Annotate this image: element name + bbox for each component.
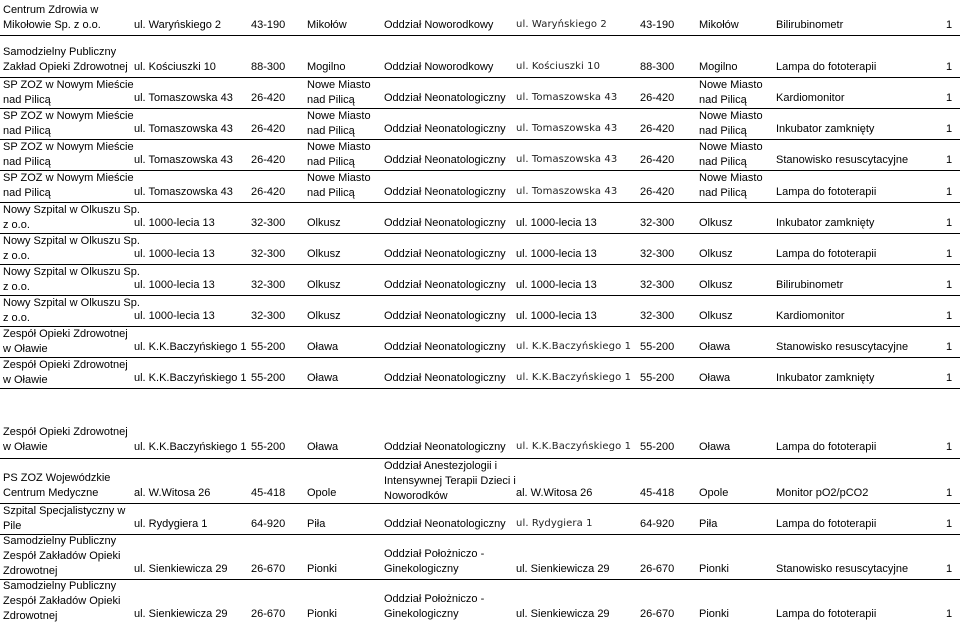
- cell-zip-2: 55-200: [640, 441, 675, 453]
- cell-city: Piła: [307, 518, 326, 530]
- cell-zip-2: 55-200: [640, 372, 675, 384]
- cell-street: al. W.Witosa 26: [134, 487, 211, 499]
- cell-device: Kardiomonitor: [776, 92, 845, 104]
- cell-institution: Zespół Opieki Zdrowotnej w Oławie: [3, 328, 128, 355]
- cell-city-2: Pionki: [699, 563, 729, 575]
- cell-street: ul. Rydygiera 1: [134, 518, 208, 530]
- cell-device: Lampa do fototerapii: [776, 608, 877, 620]
- cell-ward: Oddział Neonatologiczny: [384, 372, 506, 384]
- cell-ward: Oddział Neonatologiczny: [384, 92, 506, 104]
- cell-institution: Nowy Szpital w Olkuszu Sp. z o.o.: [3, 235, 140, 262]
- cell-street-2: ul. Sienkiewicza 29: [516, 608, 610, 620]
- cell-institution: Zespół Opieki Zdrowotnej w Oławie: [3, 426, 128, 453]
- table-row: [0, 295, 960, 327]
- cell-device: Lampa do fototerapii: [776, 61, 877, 73]
- table-row: [0, 170, 960, 203]
- cell-institution: Nowy Szpital w Olkuszu Sp. z o.o.: [3, 204, 140, 231]
- cell-institution: Centrum Zdrowia w Mikołowie Sp. z o.o.: [3, 4, 101, 31]
- cell-street-2: ul. 1000-lecia 13: [516, 217, 597, 229]
- cell-ward: Oddział Neonatologiczny: [384, 217, 506, 229]
- cell-street: ul. K.K.Baczyńskiego 1: [134, 372, 247, 384]
- cell-zip: 26-420: [251, 154, 286, 166]
- cell-zip-2: 26-670: [640, 608, 675, 620]
- cell-street: ul. Tomaszowska 43: [134, 123, 233, 135]
- cell-ward: Oddział Położniczo - Ginekologiczny: [384, 548, 485, 575]
- cell-ward: Oddział Anestezjologii i Intensywnej Terapii Dzieci i Noworodków: [384, 460, 516, 502]
- cell-institution: Samodzielny Publiczny Zespół Zakładów Opieki Zdrowotnej: [3, 580, 121, 622]
- cell-ward: Oddział Neonatologiczny: [384, 279, 506, 291]
- cell-street: ul. K.K.Baczyńskiego 1: [134, 441, 247, 453]
- cell-city-2: Nowe Miasto nad Pilicą: [699, 172, 763, 199]
- cell-street: ul. Kościuszki 10: [134, 61, 216, 73]
- cell-device: Kardiomonitor: [776, 310, 845, 322]
- cell-institution: SP ZOZ w Nowym Mieście nad Pilicą: [3, 110, 134, 137]
- cell-zip-2: 43-190: [640, 19, 675, 31]
- cell-ward: Oddział Noworodkowy: [384, 61, 494, 73]
- cell-device: Monitor pO2/pCO2: [776, 487, 869, 499]
- cell-city-2: Olkusz: [699, 217, 733, 229]
- cell-street-2: al. W.Witosa 26: [516, 487, 593, 499]
- cell-zip: 45-418: [251, 487, 286, 499]
- cell-quantity: 1: [946, 441, 953, 453]
- cell-device: Stanowisko resuscytacyjne: [776, 154, 909, 166]
- cell-device: Lampa do fototerapii: [776, 441, 877, 453]
- cell-device: Inkubator zamknięty: [776, 372, 875, 384]
- cell-zip-2: 26-420: [640, 186, 675, 198]
- cell-street: ul. Sienkiewicza 29: [134, 563, 228, 575]
- cell-street-2: ul. Tomaszowska 43: [516, 92, 618, 103]
- cell-zip-2: 26-670: [640, 563, 675, 575]
- cell-zip: 43-190: [251, 19, 286, 31]
- cell-zip-2: 55-200: [640, 341, 675, 353]
- cell-quantity: 1: [946, 186, 953, 198]
- cell-street: ul. 1000-lecia 13: [134, 279, 215, 291]
- cell-street-2: ul. K.K.Baczyńskiego 1: [516, 341, 632, 352]
- cell-city: Nowe Miasto nad Pilicą: [307, 172, 371, 199]
- cell-zip-2: 26-420: [640, 123, 675, 135]
- cell-city: Olkusz: [307, 310, 341, 322]
- table-row: [0, 503, 960, 535]
- cell-city-2: Opole: [699, 487, 729, 499]
- table-row: [0, 233, 960, 265]
- cell-device: Stanowisko resuscytacyjne: [776, 563, 909, 575]
- cell-quantity: 1: [946, 19, 953, 31]
- cell-ward: Oddział Neonatologiczny: [384, 186, 506, 198]
- cell-quantity: 1: [946, 217, 953, 229]
- cell-city: Olkusz: [307, 217, 341, 229]
- cell-zip: 32-300: [251, 279, 286, 291]
- cell-city: Pionki: [307, 563, 337, 575]
- cell-zip-2: 26-420: [640, 154, 675, 166]
- cell-institution: Samodzielny Publiczny Zespół Zakładów Opieki Zdrowotnej: [3, 535, 121, 577]
- cell-street: ul. 1000-lecia 13: [134, 248, 215, 260]
- cell-quantity: 1: [946, 341, 953, 353]
- cell-city: Olkusz: [307, 279, 341, 291]
- cell-zip: 26-420: [251, 92, 286, 104]
- cell-city: Nowe Miasto nad Pilicą: [307, 110, 371, 137]
- cell-zip: 88-300: [251, 61, 286, 73]
- cell-city-2: Pionki: [699, 608, 729, 620]
- cell-city-2: Mikołów: [699, 19, 739, 31]
- cell-city: Opole: [307, 487, 337, 499]
- cell-quantity: 1: [946, 608, 953, 620]
- cell-city-2: Nowe Miasto nad Pilicą: [699, 79, 763, 106]
- cell-street: ul. Sienkiewicza 29: [134, 608, 228, 620]
- cell-zip-2: 32-300: [640, 217, 675, 229]
- cell-zip: 32-300: [251, 310, 286, 322]
- cell-device: Lampa do fototerapii: [776, 186, 877, 198]
- cell-city: Nowe Miasto nad Pilicą: [307, 141, 371, 168]
- cell-quantity: 1: [946, 92, 953, 104]
- cell-city: Oława: [307, 441, 339, 453]
- cell-street-2: ul. Waryńskiego 2: [516, 19, 607, 30]
- cell-quantity: 1: [946, 279, 953, 291]
- cell-city: Nowe Miasto nad Pilicą: [307, 79, 371, 106]
- cell-quantity: 1: [946, 123, 953, 135]
- cell-device: Bilirubinometr: [776, 279, 844, 291]
- cell-quantity: 1: [946, 61, 953, 73]
- cell-ward: Oddział Neonatologiczny: [384, 310, 506, 322]
- cell-quantity: 1: [946, 518, 953, 530]
- cell-ward: Oddział Neonatologiczny: [384, 518, 506, 530]
- cell-institution: SP ZOZ w Nowym Mieście nad Pilicą: [3, 79, 134, 106]
- cell-quantity: 1: [946, 154, 953, 166]
- cell-zip: 26-420: [251, 123, 286, 135]
- cell-street: ul. 1000-lecia 13: [134, 217, 215, 229]
- cell-ward: Oddział Neonatologiczny: [384, 123, 506, 135]
- table-row: [0, 77, 960, 109]
- cell-device: Stanowisko resuscytacyjne: [776, 341, 909, 353]
- table-row: [0, 202, 960, 234]
- cell-zip: 64-920: [251, 518, 286, 530]
- cell-street-2: ul. Tomaszowska 43: [516, 154, 618, 165]
- cell-quantity: 1: [946, 487, 953, 499]
- cell-quantity: 1: [946, 563, 953, 575]
- cell-institution: SP ZOZ w Nowym Mieście nad Pilicą: [3, 172, 134, 199]
- cell-quantity: 1: [946, 372, 953, 384]
- cell-street-2: ul. 1000-lecia 13: [516, 279, 597, 291]
- cell-ward: Oddział Neonatologiczny: [384, 341, 506, 353]
- cell-zip-2: 32-300: [640, 279, 675, 291]
- cell-zip: 26-420: [251, 186, 286, 198]
- cell-ward: Oddział Neonatologiczny: [384, 154, 506, 166]
- cell-city: Pionki: [307, 608, 337, 620]
- table-row: [0, 357, 960, 389]
- cell-zip-2: 26-420: [640, 92, 675, 104]
- cell-device: Inkubator zamknięty: [776, 217, 875, 229]
- cell-zip-2: 64-920: [640, 518, 675, 530]
- table-row: [0, 139, 960, 171]
- table-row: [0, 264, 960, 296]
- cell-street-2: ul. K.K.Baczyńskiego 1: [516, 441, 632, 452]
- cell-street: ul. Tomaszowska 43: [134, 92, 233, 104]
- cell-zip-2: 32-300: [640, 310, 675, 322]
- cell-institution: SP ZOZ w Nowym Mieście nad Pilicą: [3, 141, 134, 168]
- cell-city-2: Olkusz: [699, 279, 733, 291]
- cell-institution: Nowy Szpital w Olkuszu Sp. z o.o.: [3, 266, 140, 293]
- table-row: [0, 108, 960, 140]
- cell-zip-2: 88-300: [640, 61, 675, 73]
- cell-street-2: ul. Sienkiewicza 29: [516, 563, 610, 575]
- cell-city: Olkusz: [307, 248, 341, 260]
- cell-street: ul. Waryńskiego 2: [134, 19, 222, 31]
- cell-street: ul. 1000-lecia 13: [134, 310, 215, 322]
- cell-device: Inkubator zamknięty: [776, 123, 875, 135]
- table-row: [0, 42, 960, 78]
- cell-street: ul. Tomaszowska 43: [134, 186, 233, 198]
- cell-ward: Oddział Neonatologiczny: [384, 248, 506, 260]
- cell-street-2: ul. Tomaszowska 43: [516, 123, 618, 134]
- cell-institution: PS ZOZ Wojewódzkie Centrum Medyczne: [3, 472, 111, 499]
- cell-street-2: ul. K.K.Baczyńskiego 1: [516, 372, 632, 383]
- cell-city-2: Olkusz: [699, 310, 733, 322]
- cell-city-2: Oława: [699, 441, 731, 453]
- cell-city: Mogilno: [307, 61, 346, 73]
- table-row: [0, 534, 960, 580]
- cell-zip: 55-200: [251, 372, 286, 384]
- cell-institution: Zespół Opieki Zdrowotnej w Oławie: [3, 359, 128, 386]
- cell-city-2: Piła: [699, 518, 718, 530]
- cell-city-2: Mogilno: [699, 61, 738, 73]
- cell-city: Oława: [307, 341, 339, 353]
- cell-street-2: ul. Kościuszki 10: [516, 61, 601, 72]
- cell-zip: 32-300: [251, 217, 286, 229]
- table-row: [0, 326, 960, 358]
- cell-city-2: Nowe Miasto nad Pilicą: [699, 110, 763, 137]
- cell-city-2: Oława: [699, 372, 731, 384]
- table-row: [0, 579, 960, 623]
- cell-city-2: Nowe Miasto nad Pilicą: [699, 141, 763, 168]
- cell-city: Mikołów: [307, 19, 347, 31]
- cell-zip: 55-200: [251, 441, 286, 453]
- cell-street: ul. Tomaszowska 43: [134, 154, 233, 166]
- cell-street-2: ul. 1000-lecia 13: [516, 310, 597, 322]
- cell-street: ul. K.K.Baczyńskiego 1: [134, 341, 247, 353]
- table-row: [0, 388, 960, 459]
- cell-street-2: ul. 1000-lecia 13: [516, 248, 597, 260]
- cell-street-2: ul. Rydygiera 1: [516, 518, 593, 529]
- cell-zip: 55-200: [251, 341, 286, 353]
- cell-quantity: 1: [946, 248, 953, 260]
- table-row: [0, 0, 960, 36]
- cell-device: Lampa do fototerapii: [776, 518, 877, 530]
- cell-zip-2: 45-418: [640, 487, 675, 499]
- cell-city: Oława: [307, 372, 339, 384]
- cell-institution: Szpital Specjalistyczny w Pile: [3, 505, 126, 532]
- cell-quantity: 1: [946, 310, 953, 322]
- cell-zip-2: 32-300: [640, 248, 675, 260]
- cell-device: Lampa do fototerapii: [776, 248, 877, 260]
- cell-zip: 32-300: [251, 248, 286, 260]
- cell-device: Bilirubinometr: [776, 19, 844, 31]
- cell-institution: Samodzielny Publiczny Zakład Opieki Zdrowotnej: [3, 46, 128, 73]
- cell-city-2: Oława: [699, 341, 731, 353]
- cell-ward: Oddział Położniczo - Ginekologiczny: [384, 593, 485, 620]
- table-row: [0, 458, 960, 504]
- cell-ward: Oddział Noworodkowy: [384, 19, 494, 31]
- cell-institution: Nowy Szpital w Olkuszu Sp. z o.o.: [3, 297, 140, 324]
- cell-city-2: Olkusz: [699, 248, 733, 260]
- cell-street-2: ul. Tomaszowska 43: [516, 186, 618, 197]
- cell-ward: Oddział Neonatologiczny: [384, 441, 506, 453]
- cell-zip: 26-670: [251, 608, 286, 620]
- cell-zip: 26-670: [251, 563, 286, 575]
